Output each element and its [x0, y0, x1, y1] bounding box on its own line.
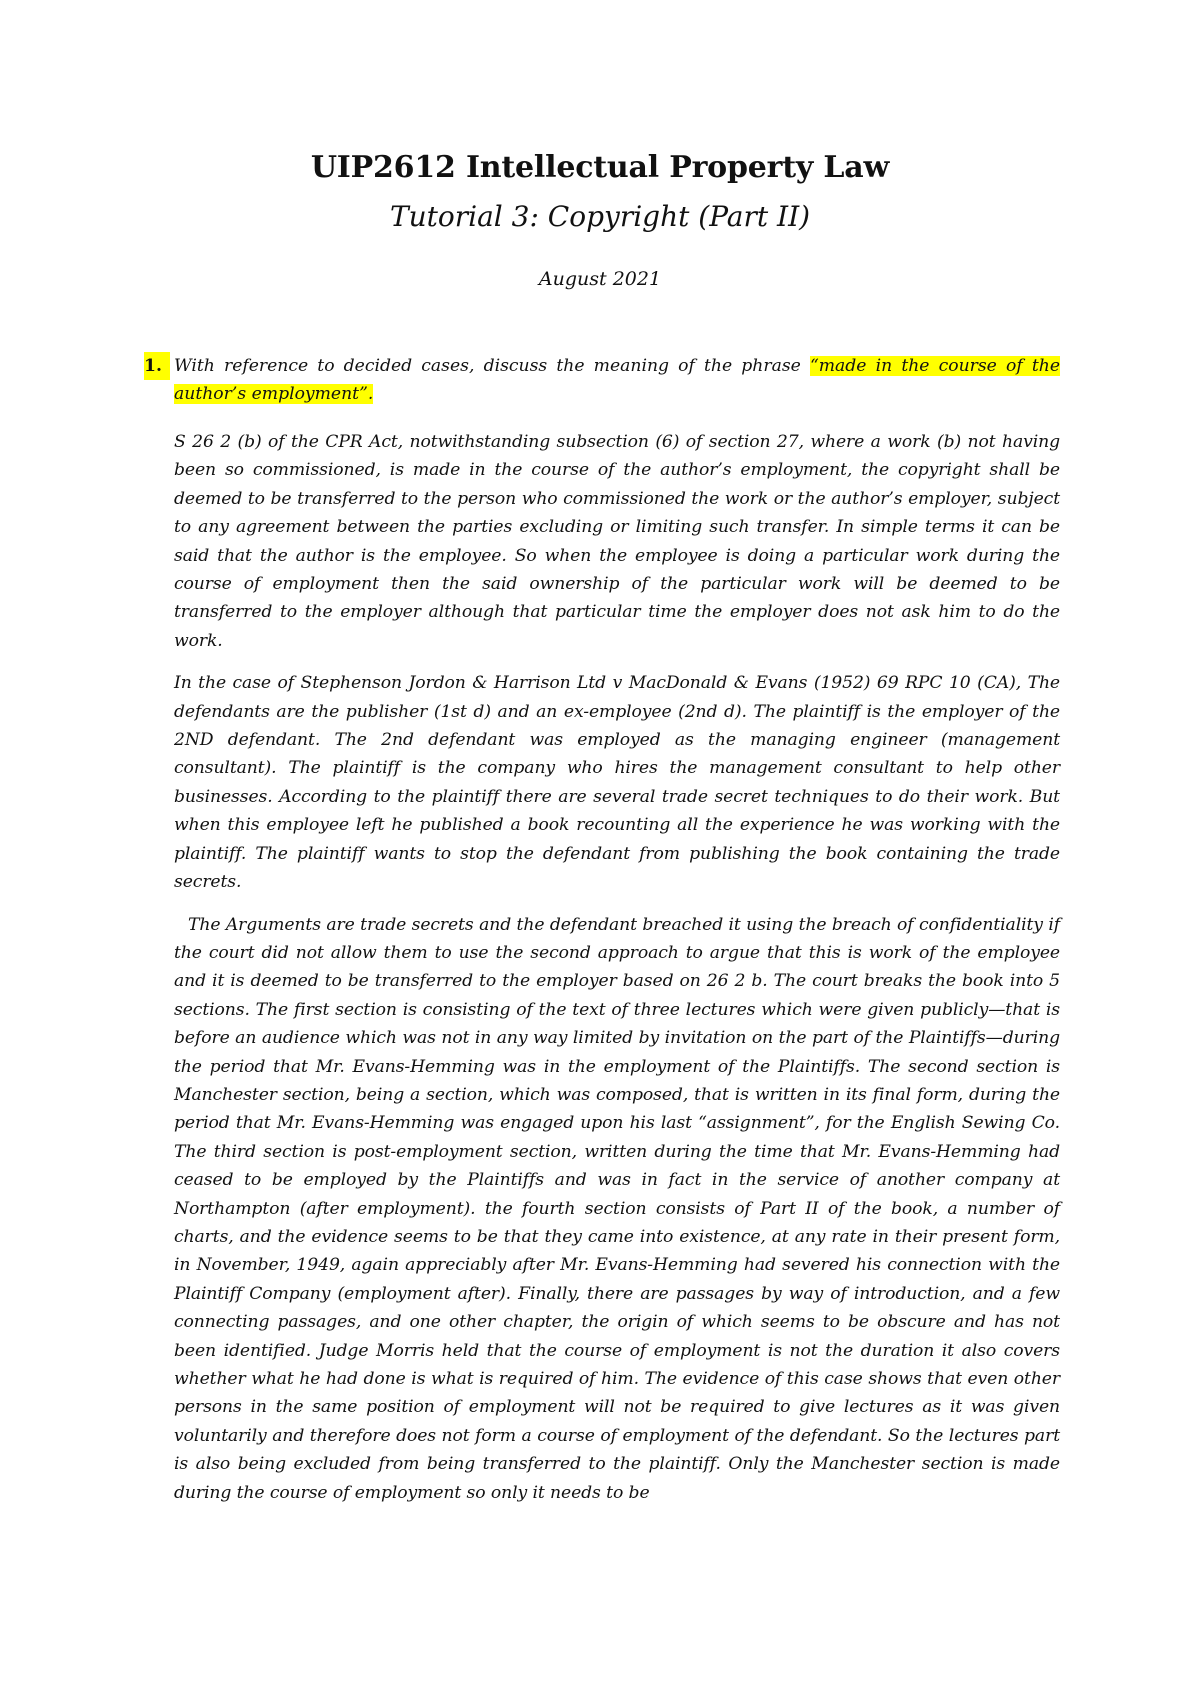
- question-1: [144, 352, 1060, 409]
- question-number: 1.: [144, 352, 170, 380]
- answer-paragraph-statute: S 26 2 (b) of the CPR Act, notwithstanding subsection (6) of section 27, where a work (b) not having been so commissioned, is made in the course of the author’s employment, the copyright shall be deemed to be transferred to the person who commissioned the work or the author’s employer, subject to any agreement between the parties excluding or limiting such transfer. In simple terms it can be said that the author is the employee. So when the employee is doing a particular work during the course of employment then the said ownership of the particular work will be deemed to be transferred to the employer although that particular time the employer does not ask him to do the work.: [174, 432, 1060, 651]
- document-date: August 2021: [538, 268, 662, 290]
- answer-body: [174, 428, 1060, 1521]
- answer-paragraph-case: In the case of Stephenson Jordon & Harrison Ltd v MacDonald & Evans (1952) 69 RPC 10 (CA), The defendants are the publisher (1st d) and an ex-employee (2nd d). The plaintiff is the employer of the 2ND defendant. The 2nd defendant was employed as the managing engineer (management consultant). The plaintiff is the company who hires the management consultant to help other businesses. According to the plaintiff there are several trade secret techniques to do their work. But when this employee left he published a book recounting all the experience he was working with the plaintiff. The plaintiff wants to stop the defendant from publishing the book containing the trade secrets.: [174, 673, 1060, 893]
- document-subtitle: Tutorial 3: Copyright (Part II): [389, 200, 811, 233]
- question-text: [174, 352, 1060, 409]
- document-title: UIP2612 Intellectual Property Law: [310, 150, 890, 185]
- question-highlighted-phrase: “made in the course of the author’s employment”.: [174, 356, 1060, 405]
- answer-paragraph-arguments: The Arguments are trade secrets and the defendant breached it using the breach of confidentiality if the court did not allow them to use the second approach to argue that this is work of the employee and it is deemed to be transferred to the employer based on 26 2 b. The court breaks the book into 5 sections. The first section is consisting of the text of three lectures which were given publicly—that is before an audience which was not in any way limited by invitation on the part of the Plaintiffs—during the period that Mr. Evans-Hemming was in the employment of the Plaintiffs. The second section is Manchester section, being a section, which was composed, that is written in its final form, during the period that Mr. Evans-Hemming was engaged upon his last “assignment”, for the English Sewing Co. The third section is post-employment section, written during the time that Mr. Evans-Hemming had ceased to be employed by the Plaintiffs and was in fact in the service of another company at Northampton (after employment). the fourth section consists of Part II of the book, a number of charts, and the evidence seems to be that they came into existence, at any rate in their present form, in November, 1949, again appreciably after Mr. Evans-Hemming had severed his connection with the Plaintiff Company (employment after). Finally, there are passages by way of introduction, and a few connecting passages, and one other chapter, the origin of which seems to be obscure and has not been identified. Judge Morris held that the course of employment is not the duration it also covers whether what he had done is what is required of him. The evidence of this case shows that even other persons in the same position of employment will not be required to give lectures as it was given voluntarily and therefore does not form a course of employment of the defendant. So the lectures part is also being excluded from being transferred to the plaintiff. Only the Manchester section is made during the course of employment so only it needs to be: [174, 914, 1060, 1503]
- question-text-plain: With reference to decided cases, discuss the meaning of the phrase: [174, 356, 810, 376]
